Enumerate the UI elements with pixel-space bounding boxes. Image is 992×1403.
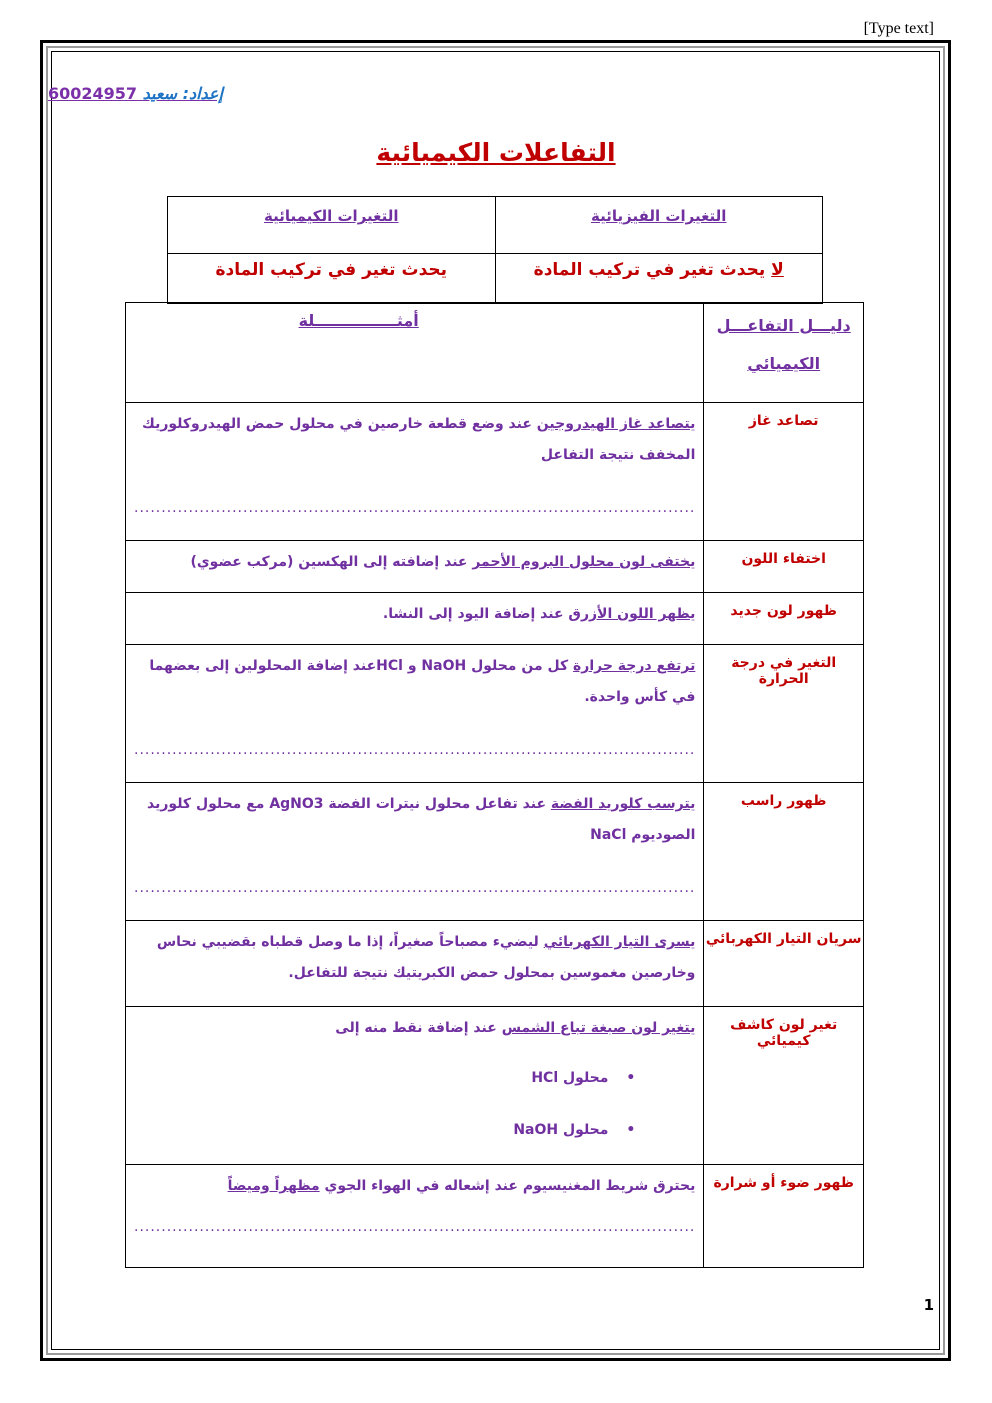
physical-desc-text: يحدث تغير في تركيب المادة [533,260,772,280]
list-item [134,1052,635,1104]
comparison-table [167,196,823,304]
table-row [126,645,864,783]
evidence-cell: سريان التيار الكهربائي [704,921,864,1007]
evidence-cell: اختفاء اللون [704,541,864,593]
example-cell [126,921,704,1007]
example-text: يحترق شريط المغنيسيوم عند إشعاله في الهواء الجوي [319,1178,696,1194]
example-underlined: يسرى التيار الكهربائي [543,934,696,950]
indicator-solutions-list [134,1052,695,1156]
table-row [126,921,864,1007]
example-cell [126,1007,704,1165]
page-number: 1 [923,1296,934,1314]
chemical-changes-header: التغيرات الكيميائية [168,197,496,254]
example-underlined: مظهراً وميضاً [227,1178,320,1194]
physical-changes-desc [495,254,823,304]
physical-changes-header: التغيرات الفيزيائية [495,197,823,254]
table-row [126,541,864,593]
evidence-cell: تغير لون كاشف كيميائي [704,1007,864,1165]
table-row [126,783,864,921]
evidence-table [125,302,864,1268]
chemical-changes-desc: يحدث تغير في تركيب المادة [168,254,496,304]
example-cell [126,1165,704,1268]
evidence-cell: التغير في درجة الحرارة [704,645,864,783]
answer-line: ....................................................................................................... [134,1219,696,1235]
list-item-text: محلول NaOH [513,1122,609,1138]
bullet-icon: • [626,1070,636,1086]
answer-line: ....................................................................................................... [134,880,696,896]
example-underlined: يترسب كلوريد الفضة [550,796,696,812]
example-underlined: يتصاعد غاز الهيدروجين [536,416,696,432]
author-name: إعداد: سعيد [142,84,223,103]
negation-word: لا [771,260,784,280]
example-text: ليضيء مصباحاً صغيراً، إذا ما وصل قطباه بقضيبي نحاس وخارصين مغموسين بمحلول حمض الكبريتيك نتيجة للتفاعل. [156,934,696,981]
answer-line: ....................................................................................................... [134,500,696,516]
bullet-icon: • [626,1122,636,1138]
example-cell [126,593,704,645]
evidence-cell: ظهور لون جديد [704,593,864,645]
evidence-cell: تصاعد غاز [704,403,864,541]
example-underlined: يظهر اللون الأزرق [568,606,696,622]
author-phone: 60024957 [48,84,138,103]
example-cell [126,541,704,593]
evidence-header: دليـــل التفاعـــل الكيميائي [704,303,864,403]
example-cell [126,645,704,783]
table-row [126,593,864,645]
evidence-cell: ظهور راسب [704,783,864,921]
table-row [126,1007,864,1165]
example-text: عند وضع قطعة خارصين في محلول حمض الهيدروكلوريك المخفف نتيجة التفاعل [142,416,696,463]
example-text: عند إضافة اليود إلى النشا. [382,606,569,622]
example-underlined: ترتفع درجة حرارة [573,658,696,674]
table-row [126,403,864,541]
header-placeholder-text: [Type text] [863,20,934,37]
example-text: عند إضافة نقط منه إلى [335,1020,502,1036]
list-item-text: محلول HCl [531,1070,609,1086]
example-cell [126,783,704,921]
list-item [134,1104,635,1156]
evidence-cell: ظهور ضوء أو شرارة [704,1165,864,1268]
answer-line: ....................................................................................................... [134,742,696,758]
page-title: التفاعلات الكيميائية [376,138,616,167]
examples-header: أمثـــــــــــــــلة [126,303,704,403]
example-text: كل من محلول NaOH و HClعند إضافة المحلولين إلى بعضهما في كأس واحدة. [149,658,696,705]
example-text: عند تفاعل محلول نيترات الفضة AgNO3 مع محلول كلوريد الصوديوم NaCl [147,796,696,843]
example-cell [126,403,704,541]
example-underlined: يتغير لون صبغة تباع الشمس [501,1020,696,1036]
example-underlined: يختفى لون محلول البروم الأحمر [472,554,696,570]
author-logo [48,84,223,103]
table-row [126,1165,864,1268]
example-text: عند إضافته إلى الهكسين (مركب عضوي) [190,554,473,570]
